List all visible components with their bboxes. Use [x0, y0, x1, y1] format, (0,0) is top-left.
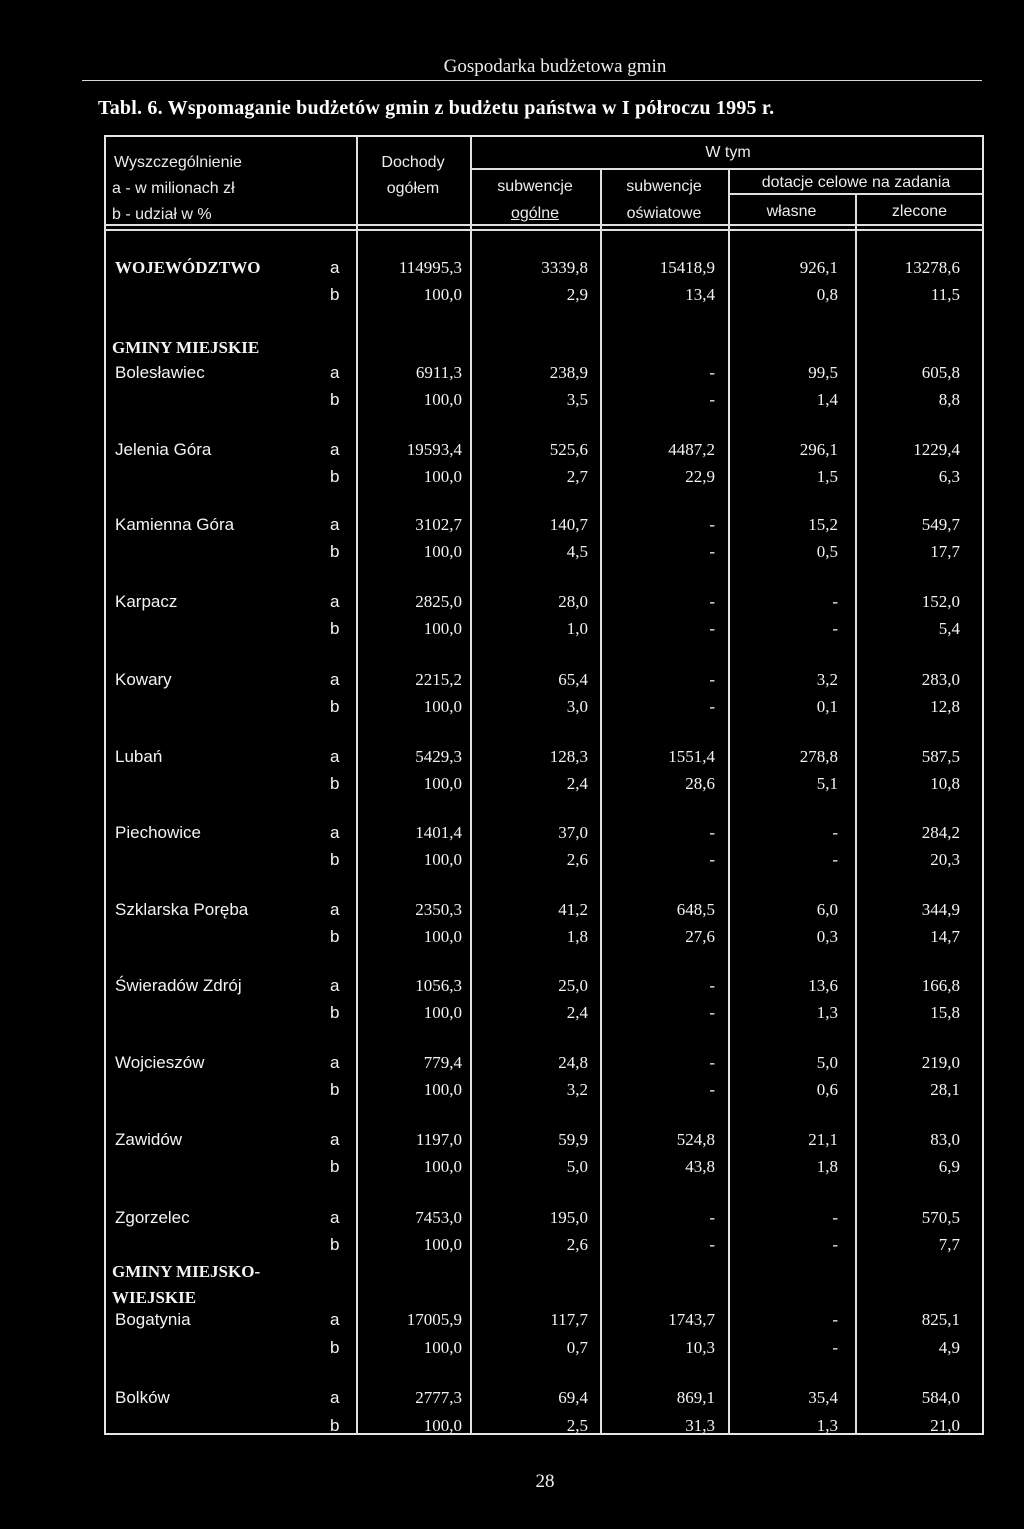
total-value: 100,0 — [423, 774, 462, 793]
row-label: Lubań — [115, 747, 163, 766]
education-subsidy-value: - — [709, 976, 715, 995]
row-code: a — [330, 670, 340, 689]
total-value: 2350,3 — [415, 900, 462, 919]
section-urban-rural-line1: GMINY MIEJSKO- — [112, 1262, 261, 1281]
education-subsidy-value: - — [709, 1053, 715, 1072]
own-grant-value: 0,5 — [816, 542, 838, 561]
commissioned-grant-value: 13278,6 — [904, 258, 960, 277]
row-code: a — [330, 1130, 340, 1149]
education-subsidy-value: - — [709, 697, 715, 716]
row-code: b — [330, 1080, 340, 1099]
row-code: a — [330, 1388, 340, 1407]
commissioned-grant-value: 219,0 — [921, 1053, 960, 1072]
own-grant-value: 15,2 — [808, 515, 838, 534]
row-label: Bolków — [115, 1388, 170, 1407]
table-row — [100, 1208, 980, 1238]
general-subsidy-value: 24,8 — [558, 1053, 588, 1072]
total-value: 100,0 — [423, 467, 462, 486]
commissioned-grant-value: 283,0 — [921, 670, 960, 689]
row-code: b — [330, 467, 340, 486]
own-grant-value: 926,1 — [799, 258, 838, 277]
general-subsidy-value: 5,0 — [566, 1157, 588, 1176]
table-row — [100, 515, 980, 545]
education-subsidy-value: - — [709, 1208, 715, 1227]
row-code: a — [330, 363, 340, 382]
commissioned-grant-value: 587,5 — [921, 747, 960, 766]
total-value: 100,0 — [423, 1235, 462, 1254]
table-row — [100, 927, 980, 957]
education-subsidy-value: - — [709, 670, 715, 689]
general-subsidy-value: 2,4 — [566, 774, 588, 793]
total-value: 100,0 — [423, 542, 462, 561]
page-number: 28 — [535, 1471, 555, 1492]
general-subsidy-value: 140,7 — [549, 515, 588, 534]
education-subsidy-value: 869,1 — [676, 1388, 715, 1407]
total-value: 114995,3 — [398, 258, 462, 277]
own-grant-value: 0,3 — [816, 927, 838, 946]
table-row — [100, 1388, 980, 1418]
general-subsidy-value: 2,9 — [566, 285, 588, 304]
commissioned-grant-value: 21,0 — [930, 1416, 960, 1435]
general-subsidy-value: 0,7 — [566, 1338, 588, 1357]
commissioned-grant-value: 17,7 — [930, 542, 960, 561]
own-grant-value: 35,4 — [808, 1388, 838, 1407]
commissioned-grant-value: 570,5 — [921, 1208, 960, 1227]
table-row — [100, 467, 980, 497]
general-subsidy-value: 37,0 — [558, 823, 588, 842]
total-value: 100,0 — [423, 1080, 462, 1099]
education-subsidy-value: 43,8 — [685, 1157, 715, 1176]
education-subsidy-value: - — [709, 363, 715, 382]
table-row — [100, 258, 980, 288]
row-label: Zgorzelec — [115, 1208, 190, 1227]
commissioned-grant-value: 284,2 — [921, 823, 960, 842]
own-grant-value: 5,0 — [816, 1053, 838, 1072]
table-row — [100, 747, 980, 777]
education-subsidy-value: 28,6 — [685, 774, 715, 793]
header-bottom-rule — [104, 224, 984, 226]
total-value: 100,0 — [423, 1003, 462, 1022]
education-subsidy-value: - — [709, 515, 715, 534]
row-code: b — [330, 390, 340, 409]
commissioned-grant-value: 1229,4 — [913, 440, 960, 459]
row-code: b — [330, 1338, 340, 1357]
general-subsidy-value: 41,2 — [558, 900, 588, 919]
general-subsidy-value: 2,6 — [566, 1235, 588, 1254]
education-subsidy-value: 4487,2 — [668, 440, 715, 459]
general-subsidy-value: 3,5 — [566, 390, 588, 409]
own-grant-value: 1,3 — [816, 1416, 838, 1435]
grants-own-header: własne — [766, 203, 817, 220]
total-value: 100,0 — [423, 850, 462, 869]
education-subsidy-value: - — [709, 1080, 715, 1099]
general-subsidy-value: 2,5 — [566, 1416, 588, 1435]
total-value: 779,4 — [423, 1053, 462, 1072]
own-grant-value: 1,3 — [816, 1003, 838, 1022]
section-urban: GMINY MIEJSKIE — [112, 338, 260, 357]
general-subsidy-value: 28,0 — [558, 592, 588, 611]
table-row — [100, 542, 980, 572]
row-code: a — [330, 515, 340, 534]
table-row — [100, 1416, 980, 1446]
row-code: a — [330, 747, 340, 766]
commissioned-grant-value: 7,7 — [938, 1235, 960, 1254]
row-label: Kowary — [115, 670, 172, 689]
table-row — [100, 440, 980, 470]
commissioned-grant-value: 14,7 — [930, 927, 960, 946]
row-code: b — [330, 285, 340, 304]
total-value: 1056,3 — [415, 976, 462, 995]
total-value: 100,0 — [423, 697, 462, 716]
education-subsidy-value: - — [709, 1003, 715, 1022]
general-subsidy-value: 1,8 — [566, 927, 588, 946]
general-subsidy-value: 1,0 — [566, 619, 588, 638]
stub-header-line3: b - udział w % — [112, 206, 212, 223]
education-subsidy-value: - — [709, 1235, 715, 1254]
general-subsidy-value: 128,3 — [549, 747, 588, 766]
total-value: 19593,4 — [406, 440, 462, 459]
table-row — [100, 1338, 980, 1368]
own-grant-value: - — [832, 619, 838, 638]
total-value: 100,0 — [423, 285, 462, 304]
total-value: 2215,2 — [415, 670, 462, 689]
row-code: a — [330, 440, 340, 459]
grants-rule — [728, 193, 984, 195]
total-value: 100,0 — [423, 390, 462, 409]
running-head: Gospodarka budżetowa gmin — [443, 56, 667, 77]
commissioned-grant-value: 20,3 — [930, 850, 960, 869]
commissioned-grant-value: 166,8 — [921, 976, 960, 995]
row-code: b — [330, 1003, 340, 1022]
own-grant-value: - — [832, 823, 838, 842]
stub-header-line2: a - w milionach zł — [112, 180, 235, 197]
own-grant-value: 0,8 — [816, 285, 838, 304]
total-value: 100,0 — [423, 1416, 462, 1435]
table-title: Tabl. 6. Wspomaganie budżetów gmin z budżetu państwa w I półroczu 1995 r. — [98, 97, 775, 119]
education-subsidy-value: 1743,7 — [668, 1310, 715, 1329]
row-label: Karpacz — [115, 592, 178, 611]
commissioned-grant-value: 152,0 — [921, 592, 960, 611]
row-code: a — [330, 258, 340, 277]
education-subsidy-value: - — [709, 823, 715, 842]
general-subsidy-value: 117,7 — [550, 1310, 588, 1329]
row-label: Kamienna Góra — [115, 515, 235, 534]
table-row — [100, 592, 980, 622]
general-subsidy-value: 65,4 — [558, 670, 588, 689]
own-grant-value: 1,8 — [816, 1157, 838, 1176]
commissioned-grant-value: 6,3 — [938, 467, 960, 486]
table-row — [100, 1310, 980, 1340]
own-grant-value: 5,1 — [816, 774, 838, 793]
stub-header-line1: Wyszczególnienie — [114, 154, 242, 171]
commissioned-grant-value: 605,8 — [921, 363, 960, 382]
table-row — [100, 1003, 980, 1033]
group-rule — [470, 168, 984, 170]
grants-commissioned-header: zlecone — [891, 203, 948, 220]
edu-sub-header-line1: subwencje — [626, 178, 702, 195]
education-subsidy-value: 13,4 — [685, 285, 715, 304]
row-code: a — [330, 976, 340, 995]
commissioned-grant-value: 584,0 — [921, 1388, 960, 1407]
general-sub-header-line2: ogólne — [510, 205, 560, 222]
education-subsidy-value: - — [709, 390, 715, 409]
total-value: 100,0 — [423, 1338, 462, 1357]
general-subsidy-value: 2,7 — [566, 467, 588, 486]
education-subsidy-value: 27,6 — [685, 927, 715, 946]
own-grant-value: 6,0 — [816, 900, 838, 919]
general-sub-header-line1: subwencje — [497, 178, 573, 195]
row-label: Szklarska Poręba — [115, 900, 249, 919]
education-subsidy-value: 648,5 — [676, 900, 715, 919]
education-subsidy-value: 31,3 — [685, 1416, 715, 1435]
table-row — [100, 774, 980, 804]
own-grant-value: 1,4 — [816, 390, 838, 409]
header-bottom-rule-2 — [104, 229, 984, 231]
row-code: b — [330, 850, 340, 869]
total-value: 17005,9 — [406, 1310, 462, 1329]
commissioned-grant-value: 8,8 — [938, 390, 960, 409]
own-grant-value: - — [832, 592, 838, 611]
total-value: 2777,3 — [415, 1388, 462, 1407]
section-urban-rural-line2: WIEJSKIE — [112, 1288, 197, 1307]
general-subsidy-value: 59,9 — [558, 1130, 588, 1149]
header-rule — [82, 80, 982, 81]
education-subsidy-value: 10,3 — [685, 1338, 715, 1357]
row-code: a — [330, 1208, 340, 1227]
table-row — [100, 1130, 980, 1160]
own-grant-value: - — [832, 1235, 838, 1254]
row-code: a — [330, 823, 340, 842]
commissioned-grant-value: 825,1 — [921, 1310, 960, 1329]
own-grant-value: 1,5 — [816, 467, 838, 486]
total-value: 100,0 — [423, 1157, 462, 1176]
total-value: 6911,3 — [415, 363, 462, 382]
total-value: 3102,7 — [415, 515, 462, 534]
table-row — [100, 363, 980, 393]
own-grant-value: 21,1 — [808, 1130, 838, 1149]
row-label: Bolesławiec — [115, 363, 205, 382]
own-grant-value: - — [832, 1338, 838, 1357]
table-row — [100, 1053, 980, 1083]
total-value: 100,0 — [423, 927, 462, 946]
edu-sub-header-line2: oświatowe — [626, 205, 702, 222]
general-subsidy-value: 69,4 — [558, 1388, 588, 1407]
general-subsidy-value: 3,0 — [566, 697, 588, 716]
row-code: b — [330, 1157, 340, 1176]
own-grant-value: 296,1 — [799, 440, 838, 459]
row-code: a — [330, 1053, 340, 1072]
row-code: a — [330, 592, 340, 611]
row-code: b — [330, 1416, 340, 1435]
commissioned-grant-value: 83,0 — [930, 1130, 960, 1149]
table-row — [100, 850, 980, 880]
table-row — [100, 619, 980, 649]
education-subsidy-value: 22,9 — [685, 467, 715, 486]
row-label: Wojcieszów — [115, 1053, 205, 1072]
commissioned-grant-value: 5,4 — [938, 619, 960, 638]
commissioned-grant-value: 344,9 — [921, 900, 960, 919]
table-row — [100, 390, 980, 420]
table-row — [100, 1235, 980, 1265]
own-grant-value: 0,1 — [816, 697, 838, 716]
row-label: Zawidów — [115, 1130, 183, 1149]
own-grant-value: - — [832, 1310, 838, 1329]
general-subsidy-value: 195,0 — [549, 1208, 588, 1227]
commissioned-grant-value: 15,8 — [930, 1003, 960, 1022]
commissioned-grant-value: 6,9 — [938, 1157, 960, 1176]
total-value: 100,0 — [423, 619, 462, 638]
row-code: b — [330, 927, 340, 946]
general-subsidy-value: 3,2 — [566, 1080, 588, 1099]
own-grant-value: 0,6 — [816, 1080, 838, 1099]
general-subsidy-value: 238,9 — [549, 363, 588, 382]
general-subsidy-value: 25,0 — [558, 976, 588, 995]
row-code: b — [330, 1235, 340, 1254]
commissioned-grant-value: 549,7 — [921, 515, 960, 534]
row-code: b — [330, 697, 340, 716]
education-subsidy-value: - — [709, 619, 715, 638]
table-row — [100, 900, 980, 930]
commissioned-grant-value: 28,1 — [930, 1080, 960, 1099]
row-code: b — [330, 774, 340, 793]
row-label: Świeradów Zdrój — [115, 976, 242, 995]
table-row — [100, 1157, 980, 1187]
row-label: Bogatynia — [115, 1310, 191, 1329]
row-code: a — [330, 900, 340, 919]
education-subsidy-value: - — [709, 592, 715, 611]
commissioned-grant-value: 4,9 — [938, 1338, 960, 1357]
education-subsidy-value: - — [709, 850, 715, 869]
total-header-line2: ogółem — [386, 180, 440, 197]
total-value: 1197,0 — [415, 1130, 462, 1149]
row-label: Jelenia Góra — [115, 440, 212, 459]
row-code: a — [330, 1310, 340, 1329]
own-grant-value: - — [832, 850, 838, 869]
grants-header: dotacje celowe na zadania — [761, 174, 951, 191]
table-row — [100, 976, 980, 1006]
own-grant-value: - — [832, 1208, 838, 1227]
own-grant-value: 13,6 — [808, 976, 838, 995]
total-value: 2825,0 — [415, 592, 462, 611]
own-grant-value: 278,8 — [799, 747, 838, 766]
table-row — [100, 670, 980, 700]
own-grant-value: 3,2 — [816, 670, 838, 689]
row-code: b — [330, 542, 340, 561]
total-value: 5429,3 — [415, 747, 462, 766]
table-row — [100, 285, 980, 315]
general-subsidy-value: 2,4 — [566, 1003, 588, 1022]
own-grant-value: 99,5 — [808, 363, 838, 382]
total-header-line1: Dochody — [381, 154, 445, 171]
education-subsidy-value: - — [709, 542, 715, 561]
commissioned-grant-value: 12,8 — [930, 697, 960, 716]
table-row — [100, 697, 980, 727]
total-value: 1401,4 — [415, 823, 462, 842]
general-subsidy-value: 525,6 — [549, 440, 588, 459]
education-subsidy-value: 524,8 — [676, 1130, 715, 1149]
row-label: Piechowice — [115, 823, 201, 842]
table-row — [100, 1080, 980, 1110]
total-value: 7453,0 — [415, 1208, 462, 1227]
general-subsidy-value: 4,5 — [566, 542, 588, 561]
general-subsidy-value: 3339,8 — [541, 258, 588, 277]
row-label: WOJEWÓDZTWO — [115, 258, 261, 277]
general-subsidy-value: 2,6 — [566, 850, 588, 869]
education-subsidy-value: 1551,4 — [668, 747, 715, 766]
row-code: b — [330, 619, 340, 638]
table-row — [100, 823, 980, 853]
commissioned-grant-value: 10,8 — [930, 774, 960, 793]
education-subsidy-value: 15418,9 — [659, 258, 715, 277]
commissioned-grant-value: 11,5 — [930, 285, 960, 304]
group-header: W tym — [705, 144, 751, 161]
